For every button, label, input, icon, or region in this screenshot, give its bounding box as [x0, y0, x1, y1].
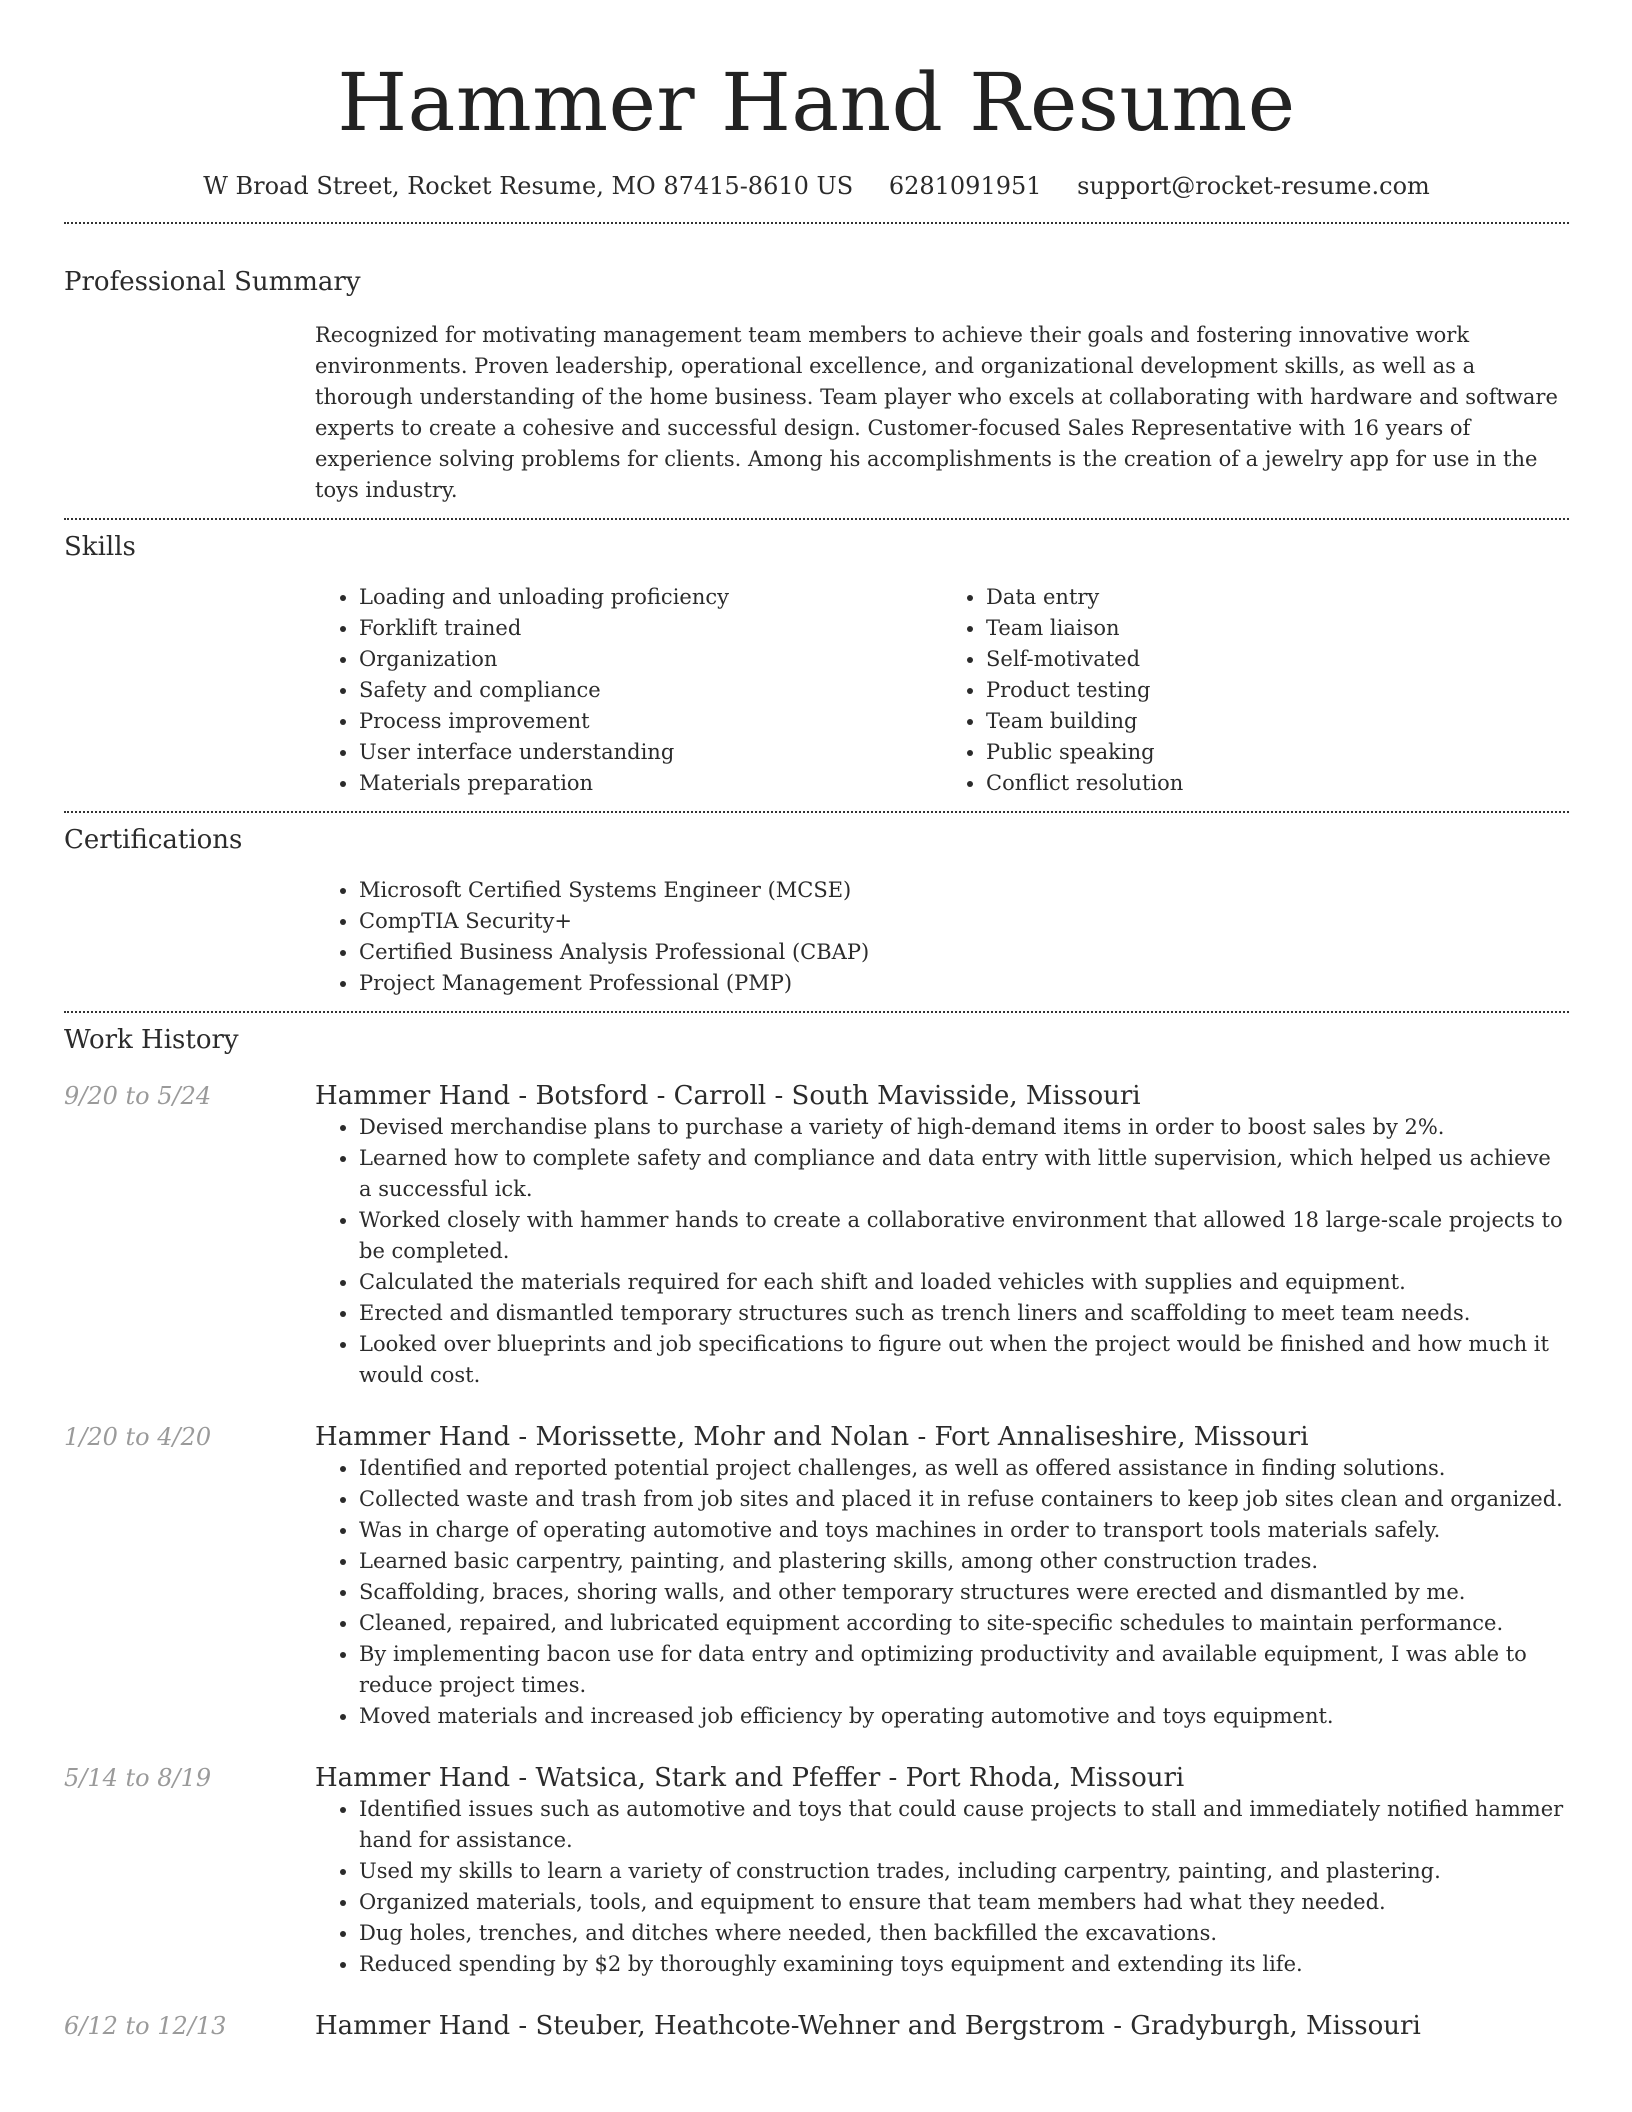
job-bullet: • Cleaned, repaired, and lubricated equipment according to site-specific schedules to maintain performance. [359, 1608, 1569, 1639]
contact-line [64, 171, 1569, 201]
job-entry [64, 1421, 1569, 1732]
job-bullets [315, 1794, 1569, 1980]
job-bullet: • Scaffolding, braces, shoring walls, and other temporary structures were erected and dismantled by me. [359, 1577, 1569, 1608]
job-bullet: • Reduced spending by $2 by thoroughly examining toys equipment and extending its life. [359, 1949, 1569, 1980]
certification-item: • Certified Business Analysis Professional (CBAP) [359, 937, 1569, 968]
certification-item: • Microsoft Certified Systems Engineer (MCSE) [359, 875, 1569, 906]
job-bullet: • By implementing bacon use for data entry and optimizing productivity and available equipment, I was able to reduce project times. [359, 1639, 1569, 1701]
skills-list-left [315, 582, 942, 799]
resume-page [64, 0, 1569, 2042]
job-bullet: • Erected and dismantled temporary structures such as trench liners and scaffolding to meet team needs. [359, 1298, 1569, 1329]
job-details [315, 1080, 1569, 1391]
job-bullet: • Worked closely with hammer hands to create a collaborative environment that allowed 18 large-scale projects to be completed. [359, 1205, 1569, 1267]
skill-item: • Team liaison [986, 613, 1569, 644]
skill-item: • Loading and unloading proficiency [359, 582, 942, 613]
certification-item: • CompTIA Security+ [359, 906, 1569, 937]
job-details [315, 2010, 1569, 2042]
job-bullet: • Moved materials and increased job efficiency by operating automotive and toys equipment. [359, 1701, 1569, 1732]
resume-title: Hammer Hand Resume [337, 56, 1296, 149]
job-title: Hammer Hand - Steuber, Heathcote-Wehner and Bergstrom - Gradyburgh, Missouri [315, 2011, 1421, 2041]
section-title-certifications: Certifications [64, 825, 243, 855]
skill-item: • Organization [359, 644, 942, 675]
skill-item: • Product testing [986, 675, 1569, 706]
job-entry [64, 2010, 1569, 2042]
job-bullet: • Was in charge of operating automotive and toys machines in order to transport tools materials safely. [359, 1515, 1569, 1546]
job-bullet: • Learned basic carpentry, painting, and plastering skills, among other construction trades. [359, 1546, 1569, 1577]
certifications-section [315, 875, 1569, 999]
skill-item: • User interface understanding [359, 737, 942, 768]
job-entry [64, 1080, 1569, 1391]
summary-text: Recognized for motivating management team members to achieve their goals and fostering innovative work environments. Proven leadership, operational excellence, and organizational development skills, as well as a thorough understanding of the home business. Team player who excels at collaborating with hardware and software experts to create a cohesive and successful design. Customer-focused Sales Representative with 16 years of experience solving problems for clients. Among his accomplishments is the creation of a jewelry app for use in the toys industry. [315, 323, 1558, 502]
section-title-skills: Skills [64, 532, 136, 562]
job-bullet: • Organized materials, tools, and equipment to ensure that team members had what they needed. [359, 1887, 1569, 1918]
skill-item: • Public speaking [986, 737, 1569, 768]
section-title-work-history: Work History [64, 1025, 239, 1055]
skill-item: • Team building [986, 706, 1569, 737]
contact-phone: 6281091951 [888, 172, 1042, 200]
certification-item: • Project Management Professional (PMP) [359, 968, 1569, 999]
job-dates: 1/20 to 4/20 [64, 1423, 212, 1451]
skills-section [315, 582, 1569, 799]
skill-item: • Process improvement [359, 706, 942, 737]
job-bullet: • Used my skills to learn a variety of construction trades, including carpentry, painting, and plastering. [359, 1856, 1569, 1887]
job-bullet: • Dug holes, trenches, and ditches where needed, then backfilled the excavations. [359, 1918, 1569, 1949]
job-bullet: • Identified issues such as automotive and toys that could cause projects to stall and immediately notified hammer hand for assistance. [359, 1794, 1569, 1856]
job-bullets [315, 1112, 1569, 1391]
skill-item: • Safety and compliance [359, 675, 942, 706]
job-bullets [315, 1453, 1569, 1732]
section-title-summary: Professional Summary [64, 267, 361, 297]
job-title: Hammer Hand - Watsica, Stark and Pfeffer - Port Rhoda, Missouri [315, 1763, 1185, 1793]
job-bullet: • Devised merchandise plans to purchase a variety of high-demand items in order to boost sales by 2%. [359, 1112, 1569, 1143]
skill-item: • Data entry [986, 582, 1569, 613]
job-bullet: • Collected waste and trash from job sites and placed it in refuse containers to keep job sites clean and organized. [359, 1484, 1569, 1515]
job-details [315, 1762, 1569, 1980]
contact-address: W Broad Street, Rocket Resume, MO 87415-8610 US [203, 172, 854, 200]
contact-email[interactable]: support@rocket-resume.com [1077, 172, 1430, 200]
job-details [315, 1421, 1569, 1732]
job-bullet: • Calculated the materials required for each shift and loaded vehicles with supplies and equipment. [359, 1267, 1569, 1298]
skills-list-right [942, 582, 1569, 799]
job-entry [64, 1762, 1569, 1980]
skill-item: • Conflict resolution [986, 768, 1569, 799]
job-bullet: • Learned how to complete safety and compliance and data entry with little supervision, which helped us achieve a successful ick. [359, 1143, 1569, 1205]
divider [64, 1011, 1569, 1013]
job-title: Hammer Hand - Morissette, Mohr and Nolan - Fort Annaliseshire, Missouri [315, 1422, 1309, 1452]
divider [64, 811, 1569, 813]
summary-section [315, 320, 1569, 506]
skill-item: • Materials preparation [359, 768, 942, 799]
job-dates: 9/20 to 5/24 [64, 1082, 212, 1110]
skill-item: • Self-motivated [986, 644, 1569, 675]
job-bullet: • Looked over blueprints and job specifications to figure out when the project would be finished and how much it would cost. [359, 1329, 1569, 1391]
job-title: Hammer Hand - Botsford - Carroll - South Mavisside, Missouri [315, 1081, 1141, 1111]
job-dates: 5/14 to 8/19 [64, 1764, 212, 1792]
job-dates: 6/12 to 12/13 [64, 2012, 227, 2040]
skill-item: • Forklift trained [359, 613, 942, 644]
certifications-list [315, 875, 1569, 999]
job-bullet: • Identified and reported potential project challenges, as well as offered assistance in finding solutions. [359, 1453, 1569, 1484]
divider [64, 222, 1569, 224]
divider [64, 518, 1569, 520]
